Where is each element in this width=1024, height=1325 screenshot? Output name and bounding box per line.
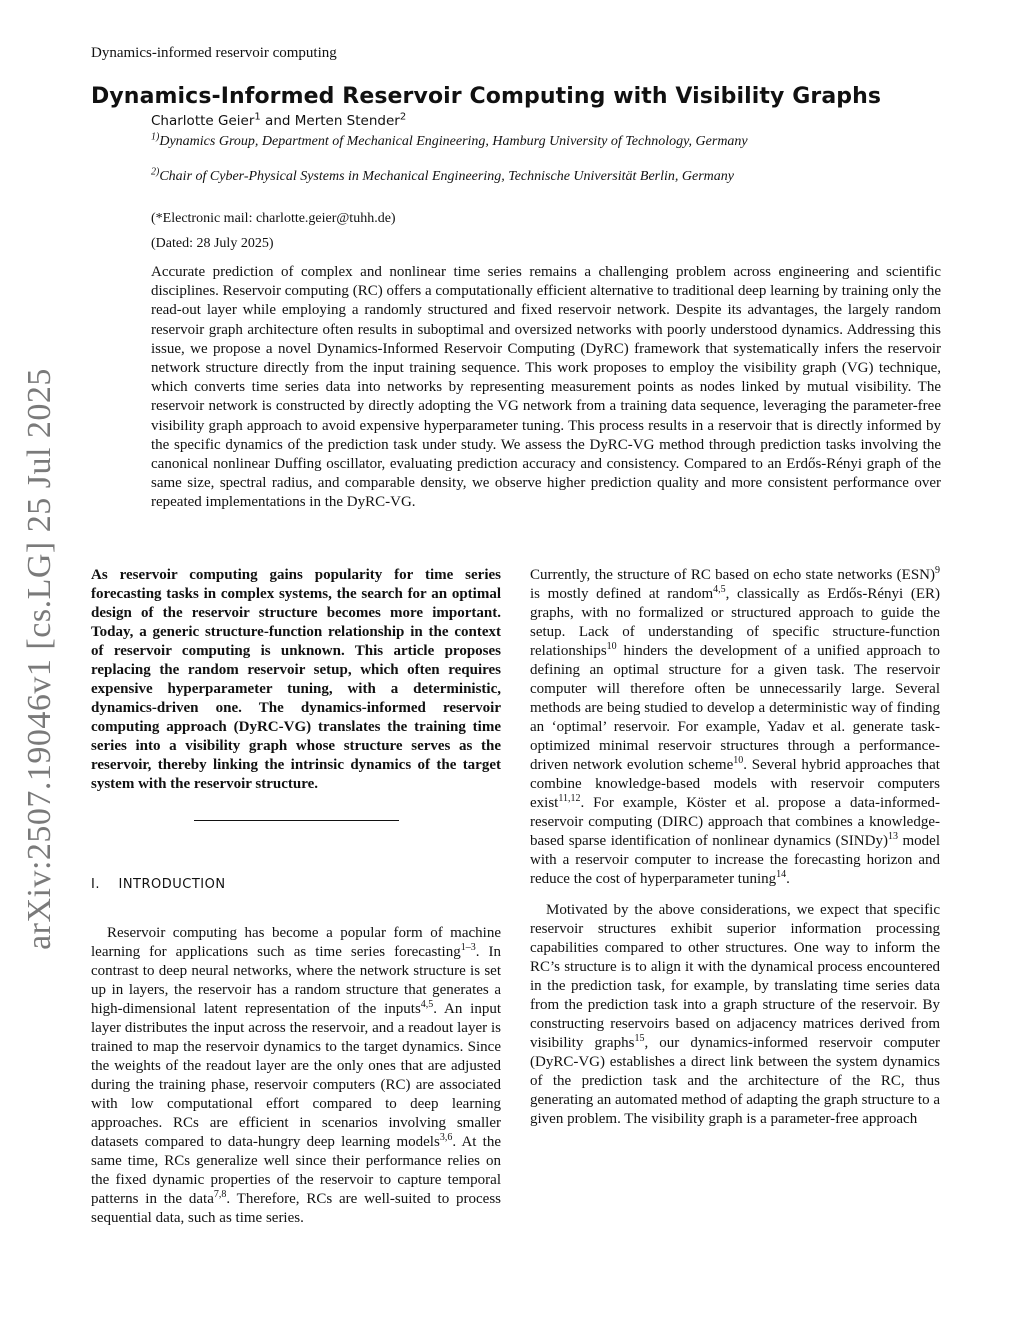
author-list	[151, 113, 406, 129]
section-number: I.	[91, 877, 100, 892]
abstract: Accurate prediction of complex and nonlinear time series remains a challenging problem across engineering and scientific disciplines. Reservoir computing (RC) offers a computationally efficient alternative to traditional deep learning by training only the read-out layer while employing a randomly structured and fixed reservoir network. Despite its advantages, the largely random reservoir graph architecture often results in suboptimal and oversized networks with poorly understood dynamics. Addressing this issue, we propose a novel Dynamics-Informed Reservoir Computing (DyRC) framework that systematically infers the reservoir network structure directly from the input training sequence. This work proposes to employ the visibility graph (VG) technique, which converts time series data into networks by representing measurement points as nodes linked by mutual visibility. The reservoir network is constructed by directly adopting the VG network from a training data sequence, leveraging the parameter-free visibility graph approach to avoid expensive hyperparameter tuning. This process results in a reservoir that is directly informed by the specific dynamics of the prediction task under study. We assess the DyRC-VG method through prediction tasks involving the canonical nonlinear Duffing oscillator, evaluating prediction accuracy and consistency. Compared to an Erdős-Rényi graph of the same size, spectral radius, and comparable density, we observe higher prediction quality and more consistent performance over repeated implementations in the DyRC-VG.	[151, 264, 941, 511]
affiliation-mark: 1)	[151, 131, 160, 143]
citation: 10	[606, 641, 617, 652]
citation: 15	[634, 1033, 645, 1044]
paper-title: Dynamics-Informed Reservoir Computing with Visibility Graphs	[91, 84, 882, 109]
intro-paragraph: Reservoir computing has become a popular form of machine learning for applications such as time series forecasting$^{1-3}$. In contrast to deep neural networks, where the network structure is set up in layers, the reservoir has a random structure that generates a high-dimensional latent representation of the inputs$^{4,5}$. An input layer distributes the input across the reservoir, and a readout layer is trained to map the reservoir dynamics to the target dynamics. Since the weights of the readout layer are the only ones that are adjusted during the training phase, reservoir computers (RC) are associated with low computational effort compared to deep learning approaches. RCs are efficient in scenarios involving smaller datasets compared to data-hungry deep learning models$^{3,6}$. At the same time, RCs generalize well since their performance relies on the fixed dynamic properties of the reservoir to capture temporal patterns in the data$^{7,8}$. Therefore, RCs are well-suited to process sequential data, such as time series.	[91, 925, 502, 1226]
separator-rule	[194, 820, 399, 821]
right-column	[530, 566, 940, 1129]
affiliation	[151, 133, 791, 151]
affiliation-text: Dynamics Group, Department of Mechanical Engineering, Hamburg University of Technology, Germany	[159, 134, 748, 149]
citation: 7,8	[213, 1189, 227, 1200]
citation: 13	[887, 831, 898, 842]
citation: 4,5	[420, 999, 434, 1010]
citation: 14	[776, 869, 787, 880]
citation: 4,5	[713, 584, 726, 595]
section-title: INTRODUCTION	[118, 877, 226, 892]
author-name: Merten Stender	[294, 113, 400, 129]
lead-paragraph: As reservoir computing gains popularity for time series forecasting tasks in complex systems, the search for an optimal design of the reservoir structure becomes more important. Today, a generic structure-function relationship in the context of reservoir computing is unknown. This article proposes replacing the random reservoir setup, which often requires expensive hyperparameter tuning, with a deterministic, dynamics-driven one. The dynamics-informed reservoir computing approach (DyRC-VG) translates the training time series into a visibility graph whose structure serves as the reservoir, thereby linking the intrinsic dynamics of the target system with the reservoir structure.	[91, 567, 501, 792]
left-column	[91, 566, 501, 1228]
section-heading	[91, 875, 501, 894]
date-line: (Dated: 28 July 2025)	[151, 236, 274, 251]
affiliation-mark: 2)	[151, 166, 160, 178]
citation: 11,12	[558, 793, 581, 804]
running-head: Dynamics-informed reservoir computing	[91, 45, 337, 61]
body-paragraph: Currently, the structure of RC based on echo state networks (ESN)$^9$ is mostly defined at random$^{4,5}$, classically as Erdős-Rényi (ER) graphs, with no formalized or structured approach to guide the setup. Lack of understanding of specific structure-function relationships$^{10}$ hinders the development of a unified approach to defining an optimal structure for a given task. The reservoir computer will therefore often be unnecessarily large. Several methods are being studied to develop a deterministic way of finding an ‘optimal’ reservoir. For example, Yadav et al. generate task-optimized minimal reservoir structures through a performance-driven network evolution scheme$^{10}$. Several hybrid approaches that combine knowledge-based models with reservoir computers exist$^{11,12}$. For example, Köster et al. propose a data-informed-reservoir computing (DIRC) approach that combines a knowledge-based sparse identification of nonlinear dynamics (SINDy)$^{13}$ model with a reservoir computer to increase the forecasting horizon and reduce the cost of hyperparameter tuning$^{14}$.	[530, 565, 941, 887]
contact-email: (*Electronic mail: charlotte.geier@tuhh.de)	[151, 211, 396, 226]
author-affiliation-mark: 1	[254, 111, 261, 123]
citation: 3,6	[439, 1132, 453, 1143]
citation: 10	[733, 755, 744, 766]
author-affiliation-mark: 2	[399, 111, 407, 123]
affiliation-text: Chair of Cyber-Physical Systems in Mechanical Engineering, Technische Universität Berlin, Germany	[159, 169, 734, 184]
affiliation	[151, 168, 791, 186]
citation: 9	[935, 565, 940, 576]
author-name: Charlotte Geier	[151, 113, 255, 129]
body-paragraph: Motivated by the above considerations, we expect that specific reservoir structures exhibit superior information processing capabilities compared to other structures. One way to inform the RC’s structure is to align it with the dynamical process encountered in the prediction task, for example, by translating time series data from the prediction task into a graph structure of the reservoir. By constructing reservoirs based on adjacency matrices derived from visibility graphs$^{15}$, our dynamics-informed reservoir computer (DyRC-VG) establishes a direct link between the system dynamics of the prediction task and the architecture of the RC, thus generating an automated method of adapting the graph structure to a given problem. The visibility graph is a parameter-free approach	[530, 902, 940, 1127]
citation: 1–3	[460, 942, 476, 953]
arxiv-identifier-stamp: arXiv:2507.19046v1 [cs.LG] 25 Jul 2025	[21, 368, 58, 950]
author-conjunction: and	[260, 113, 295, 129]
